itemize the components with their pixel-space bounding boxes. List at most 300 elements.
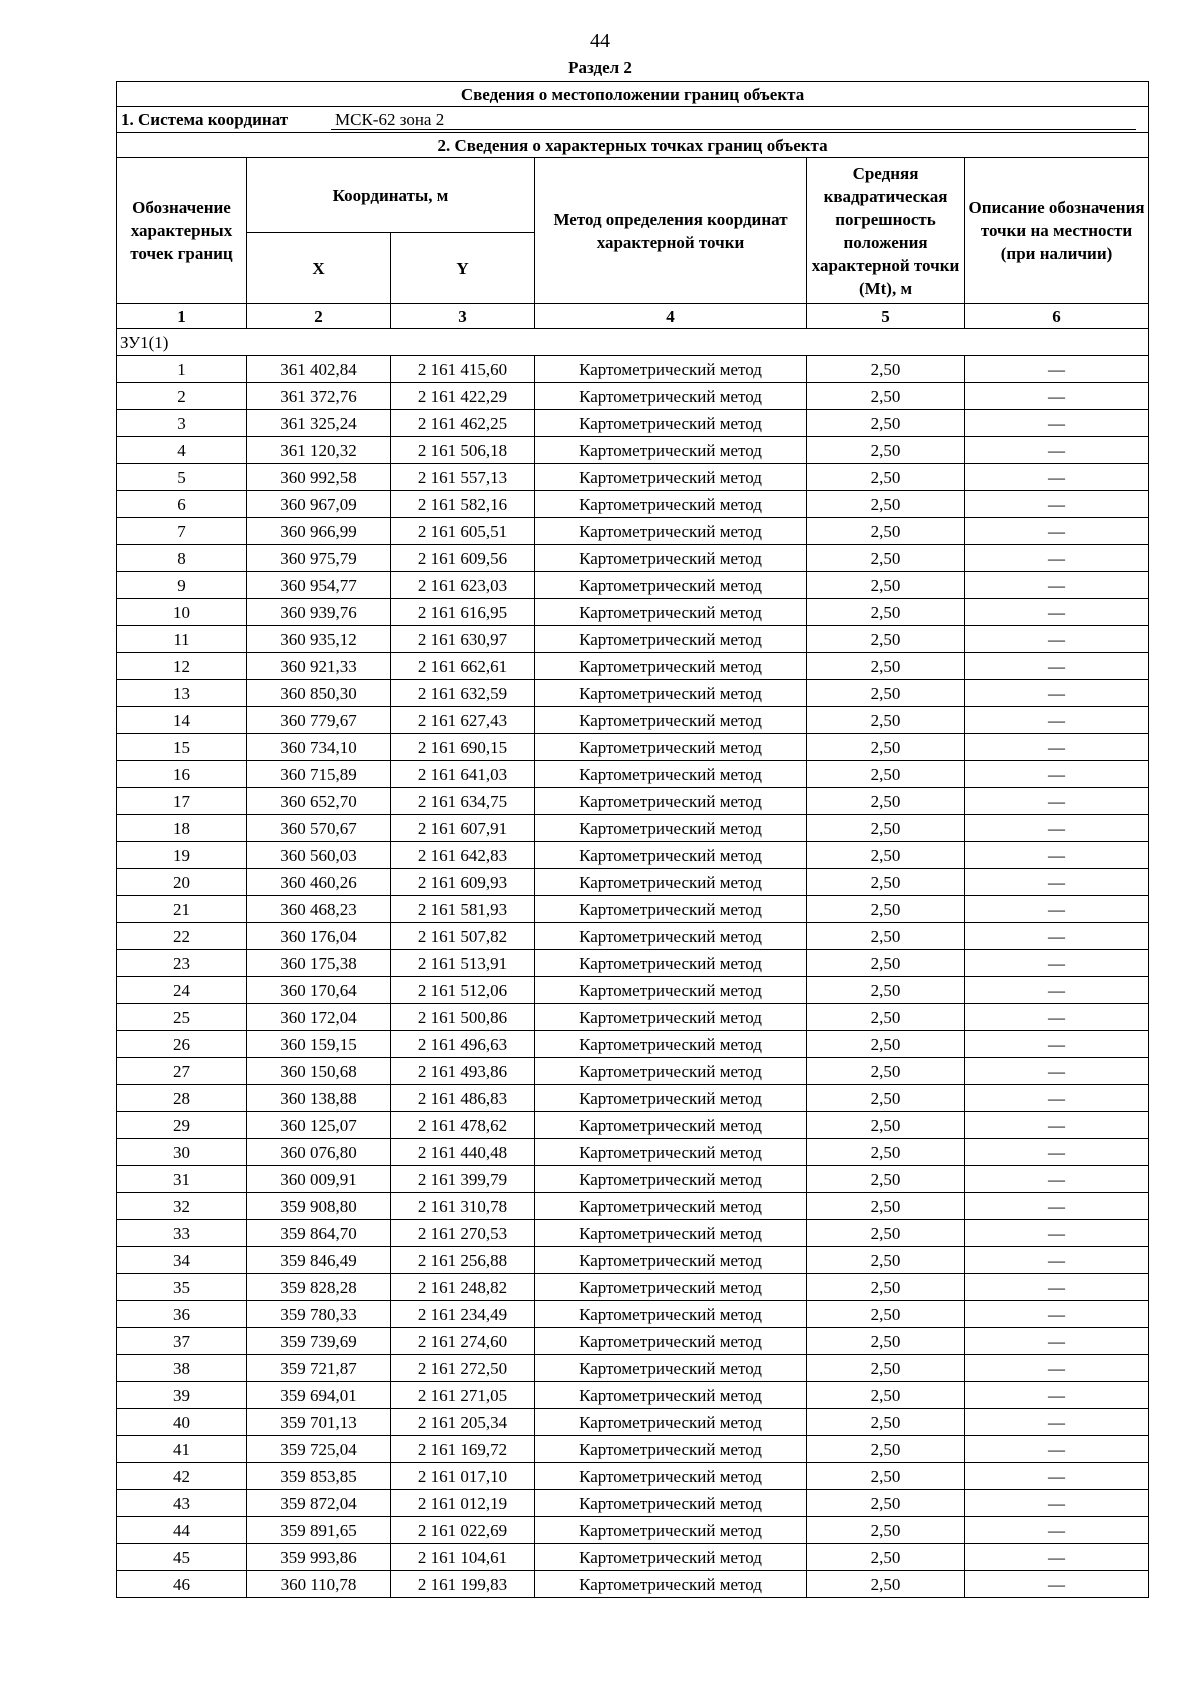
table-row bbox=[117, 1058, 1149, 1085]
point-number: 4 bbox=[117, 437, 247, 464]
coord-x: 359 891,65 bbox=[247, 1517, 391, 1544]
coord-x: 360 939,76 bbox=[247, 599, 391, 626]
coord-y: 2 161 274,60 bbox=[391, 1328, 535, 1355]
coord-x: 360 076,80 bbox=[247, 1139, 391, 1166]
coord-y: 2 161 607,91 bbox=[391, 815, 535, 842]
method: Картометрический метод bbox=[535, 923, 807, 950]
method: Картометрический метод bbox=[535, 734, 807, 761]
method: Картометрический метод bbox=[535, 761, 807, 788]
method: Картометрический метод bbox=[535, 1274, 807, 1301]
description: — bbox=[965, 1112, 1149, 1139]
method: Картометрический метод bbox=[535, 869, 807, 896]
table-row bbox=[117, 734, 1149, 761]
error-value: 2,50 bbox=[807, 1490, 965, 1517]
description: — bbox=[965, 1571, 1149, 1598]
error-value: 2,50 bbox=[807, 1328, 965, 1355]
method: Картометрический метод bbox=[535, 1004, 807, 1031]
method: Картометрический метод bbox=[535, 1166, 807, 1193]
header-description: Описание обозначения точки на местности (при наличии) bbox=[965, 158, 1149, 304]
coord-y: 2 161 630,97 bbox=[391, 626, 535, 653]
error-value: 2,50 bbox=[807, 653, 965, 680]
description: — bbox=[965, 1490, 1149, 1517]
point-number: 14 bbox=[117, 707, 247, 734]
error-value: 2,50 bbox=[807, 1004, 965, 1031]
table-row bbox=[117, 1139, 1149, 1166]
header-designation: Обозначение характерных точек границ bbox=[117, 158, 247, 304]
point-number: 45 bbox=[117, 1544, 247, 1571]
coord-x: 360 921,33 bbox=[247, 653, 391, 680]
parcel-row bbox=[117, 329, 1149, 356]
coord-y: 2 161 616,95 bbox=[391, 599, 535, 626]
coord-y: 2 161 642,83 bbox=[391, 842, 535, 869]
error-value: 2,50 bbox=[807, 869, 965, 896]
method: Картометрический метод bbox=[535, 545, 807, 572]
method: Картометрический метод bbox=[535, 1355, 807, 1382]
coord-y: 2 161 199,83 bbox=[391, 1571, 535, 1598]
description: — bbox=[965, 1409, 1149, 1436]
table-row bbox=[117, 1544, 1149, 1571]
coord-y: 2 161 500,86 bbox=[391, 1004, 535, 1031]
error-value: 2,50 bbox=[807, 734, 965, 761]
coord-y: 2 161 662,61 bbox=[391, 653, 535, 680]
error-value: 2,50 bbox=[807, 1193, 965, 1220]
column-number: 5 bbox=[807, 304, 965, 329]
error-value: 2,50 bbox=[807, 950, 965, 977]
table-row bbox=[117, 1274, 1149, 1301]
coord-y: 2 161 690,15 bbox=[391, 734, 535, 761]
description: — bbox=[965, 1355, 1149, 1382]
coord-y: 2 161 022,69 bbox=[391, 1517, 535, 1544]
coord-x: 359 872,04 bbox=[247, 1490, 391, 1517]
method: Картометрический метод bbox=[535, 842, 807, 869]
point-number: 31 bbox=[117, 1166, 247, 1193]
table-row bbox=[117, 1463, 1149, 1490]
coord-x: 360 560,03 bbox=[247, 842, 391, 869]
method: Картометрический метод bbox=[535, 977, 807, 1004]
table-row bbox=[117, 923, 1149, 950]
description: — bbox=[965, 572, 1149, 599]
method: Картометрический метод bbox=[535, 680, 807, 707]
method: Картометрический метод bbox=[535, 1085, 807, 1112]
table-row bbox=[117, 1355, 1149, 1382]
table-row bbox=[117, 1328, 1149, 1355]
description: — bbox=[965, 788, 1149, 815]
coord-system-row bbox=[117, 107, 1149, 133]
description: — bbox=[965, 1301, 1149, 1328]
point-number: 30 bbox=[117, 1139, 247, 1166]
point-number: 25 bbox=[117, 1004, 247, 1031]
error-value: 2,50 bbox=[807, 383, 965, 410]
point-number: 40 bbox=[117, 1409, 247, 1436]
error-value: 2,50 bbox=[807, 437, 965, 464]
method: Картометрический метод bbox=[535, 572, 807, 599]
description: — bbox=[965, 356, 1149, 383]
method: Картометрический метод bbox=[535, 1247, 807, 1274]
method: Картометрический метод bbox=[535, 1571, 807, 1598]
coord-x: 360 172,04 bbox=[247, 1004, 391, 1031]
point-number: 33 bbox=[117, 1220, 247, 1247]
point-number: 35 bbox=[117, 1274, 247, 1301]
table-row bbox=[117, 383, 1149, 410]
coord-x: 360 967,09 bbox=[247, 491, 391, 518]
method: Картометрический метод bbox=[535, 1058, 807, 1085]
description: — bbox=[965, 545, 1149, 572]
error-value: 2,50 bbox=[807, 518, 965, 545]
coord-y: 2 161 634,75 bbox=[391, 788, 535, 815]
header-x: X bbox=[247, 233, 391, 304]
point-number: 11 bbox=[117, 626, 247, 653]
point-number: 7 bbox=[117, 518, 247, 545]
description: — bbox=[965, 464, 1149, 491]
coord-x: 359 721,87 bbox=[247, 1355, 391, 1382]
table-row bbox=[117, 1004, 1149, 1031]
coord-y: 2 161 012,19 bbox=[391, 1490, 535, 1517]
description: — bbox=[965, 1166, 1149, 1193]
error-value: 2,50 bbox=[807, 680, 965, 707]
coord-y: 2 161 582,16 bbox=[391, 491, 535, 518]
table-row bbox=[117, 1247, 1149, 1274]
table-row bbox=[117, 815, 1149, 842]
coord-y: 2 161 609,56 bbox=[391, 545, 535, 572]
coord-y: 2 161 248,82 bbox=[391, 1274, 535, 1301]
error-value: 2,50 bbox=[807, 599, 965, 626]
coord-y: 2 161 415,60 bbox=[391, 356, 535, 383]
coord-y: 2 161 462,25 bbox=[391, 410, 535, 437]
error-value: 2,50 bbox=[807, 410, 965, 437]
error-value: 2,50 bbox=[807, 1355, 965, 1382]
table-row bbox=[117, 761, 1149, 788]
header-error: Средняя квадратическая погрешность положения характерной точки (Mt), м bbox=[807, 158, 965, 304]
description: — bbox=[965, 1085, 1149, 1112]
coord-y: 2 161 310,78 bbox=[391, 1193, 535, 1220]
description: — bbox=[965, 437, 1149, 464]
coord-x: 360 175,38 bbox=[247, 950, 391, 977]
coord-y: 2 161 632,59 bbox=[391, 680, 535, 707]
table-row bbox=[117, 1382, 1149, 1409]
coord-system-value: МСК-62 зона 2 bbox=[331, 110, 1136, 130]
table-row bbox=[117, 464, 1149, 491]
error-value: 2,50 bbox=[807, 1112, 965, 1139]
description: — bbox=[965, 1436, 1149, 1463]
coord-y: 2 161 557,13 bbox=[391, 464, 535, 491]
point-number: 26 bbox=[117, 1031, 247, 1058]
point-number: 36 bbox=[117, 1301, 247, 1328]
error-value: 2,50 bbox=[807, 572, 965, 599]
point-number: 23 bbox=[117, 950, 247, 977]
error-value: 2,50 bbox=[807, 842, 965, 869]
coord-y: 2 161 493,86 bbox=[391, 1058, 535, 1085]
header-y: Y bbox=[391, 233, 535, 304]
table-title: Сведения о местоположении границ объекта bbox=[117, 82, 1149, 107]
description: — bbox=[965, 599, 1149, 626]
error-value: 2,50 bbox=[807, 761, 965, 788]
point-number: 13 bbox=[117, 680, 247, 707]
error-value: 2,50 bbox=[807, 1544, 965, 1571]
coord-y: 2 161 234,49 bbox=[391, 1301, 535, 1328]
table-row bbox=[117, 437, 1149, 464]
method: Картометрический метод bbox=[535, 1031, 807, 1058]
point-number: 39 bbox=[117, 1382, 247, 1409]
method: Картометрический метод bbox=[535, 356, 807, 383]
coord-x: 359 853,85 bbox=[247, 1463, 391, 1490]
coord-y: 2 161 609,93 bbox=[391, 869, 535, 896]
error-value: 2,50 bbox=[807, 356, 965, 383]
point-number: 32 bbox=[117, 1193, 247, 1220]
description: — bbox=[965, 1247, 1149, 1274]
coord-y: 2 161 478,62 bbox=[391, 1112, 535, 1139]
description: — bbox=[965, 869, 1149, 896]
table-row bbox=[117, 1031, 1149, 1058]
table-row bbox=[117, 1166, 1149, 1193]
method: Картометрический метод bbox=[535, 1301, 807, 1328]
method: Картометрический метод bbox=[535, 518, 807, 545]
coord-x: 360 715,89 bbox=[247, 761, 391, 788]
description: — bbox=[965, 1463, 1149, 1490]
coord-x: 360 975,79 bbox=[247, 545, 391, 572]
table-row bbox=[117, 599, 1149, 626]
point-number: 19 bbox=[117, 842, 247, 869]
table-row bbox=[117, 545, 1149, 572]
description: — bbox=[965, 977, 1149, 1004]
coord-system-label: 1. Система координат bbox=[121, 110, 289, 129]
error-value: 2,50 bbox=[807, 1409, 965, 1436]
method: Картометрический метод bbox=[535, 1220, 807, 1247]
coord-x: 360 150,68 bbox=[247, 1058, 391, 1085]
error-value: 2,50 bbox=[807, 788, 965, 815]
coord-x: 360 570,67 bbox=[247, 815, 391, 842]
coord-y: 2 161 271,05 bbox=[391, 1382, 535, 1409]
point-number: 18 bbox=[117, 815, 247, 842]
error-value: 2,50 bbox=[807, 1382, 965, 1409]
table-row bbox=[117, 410, 1149, 437]
coord-x: 360 652,70 bbox=[247, 788, 391, 815]
coord-x: 361 325,24 bbox=[247, 410, 391, 437]
method: Картометрический метод bbox=[535, 1139, 807, 1166]
coord-x: 359 725,04 bbox=[247, 1436, 391, 1463]
coord-y: 2 161 506,18 bbox=[391, 437, 535, 464]
method: Картометрический метод bbox=[535, 815, 807, 842]
description: — bbox=[965, 896, 1149, 923]
coord-x: 359 701,13 bbox=[247, 1409, 391, 1436]
method: Картометрический метод bbox=[535, 1544, 807, 1571]
point-number: 44 bbox=[117, 1517, 247, 1544]
coord-x: 359 739,69 bbox=[247, 1328, 391, 1355]
point-number: 1 bbox=[117, 356, 247, 383]
table-row bbox=[117, 869, 1149, 896]
coord-x: 360 159,15 bbox=[247, 1031, 391, 1058]
method: Картометрический метод bbox=[535, 653, 807, 680]
error-value: 2,50 bbox=[807, 707, 965, 734]
method: Картометрический метод bbox=[535, 1490, 807, 1517]
table-row bbox=[117, 572, 1149, 599]
error-value: 2,50 bbox=[807, 464, 965, 491]
header-coordinates: Координаты, м bbox=[247, 158, 535, 233]
description: — bbox=[965, 491, 1149, 518]
method: Картометрический метод bbox=[535, 491, 807, 518]
method: Картометрический метод bbox=[535, 383, 807, 410]
error-value: 2,50 bbox=[807, 896, 965, 923]
error-value: 2,50 bbox=[807, 1436, 965, 1463]
error-value: 2,50 bbox=[807, 1220, 965, 1247]
coord-x: 360 966,99 bbox=[247, 518, 391, 545]
column-number: 6 bbox=[965, 304, 1149, 329]
coord-y: 2 161 422,29 bbox=[391, 383, 535, 410]
table-row bbox=[117, 788, 1149, 815]
point-number: 12 bbox=[117, 653, 247, 680]
coord-x: 360 125,07 bbox=[247, 1112, 391, 1139]
method: Картометрический метод bbox=[535, 1436, 807, 1463]
error-value: 2,50 bbox=[807, 1517, 965, 1544]
coord-x: 360 460,26 bbox=[247, 869, 391, 896]
coord-y: 2 161 486,83 bbox=[391, 1085, 535, 1112]
description: — bbox=[965, 1058, 1149, 1085]
coord-x: 361 372,76 bbox=[247, 383, 391, 410]
description: — bbox=[965, 950, 1149, 977]
point-number: 24 bbox=[117, 977, 247, 1004]
method: Картометрический метод bbox=[535, 599, 807, 626]
description: — bbox=[965, 842, 1149, 869]
method: Картометрический метод bbox=[535, 437, 807, 464]
table-row bbox=[117, 626, 1149, 653]
coord-x: 359 846,49 bbox=[247, 1247, 391, 1274]
table-row bbox=[117, 1490, 1149, 1517]
coord-y: 2 161 104,61 bbox=[391, 1544, 535, 1571]
point-number: 9 bbox=[117, 572, 247, 599]
table-row bbox=[117, 707, 1149, 734]
method: Картометрический метод bbox=[535, 1382, 807, 1409]
error-value: 2,50 bbox=[807, 1301, 965, 1328]
coord-x: 360 009,91 bbox=[247, 1166, 391, 1193]
coord-x: 360 138,88 bbox=[247, 1085, 391, 1112]
point-number: 34 bbox=[117, 1247, 247, 1274]
description: — bbox=[965, 383, 1149, 410]
coord-y: 2 161 017,10 bbox=[391, 1463, 535, 1490]
table-row bbox=[117, 1301, 1149, 1328]
coord-y: 2 161 399,79 bbox=[391, 1166, 535, 1193]
table-row bbox=[117, 356, 1149, 383]
error-value: 2,50 bbox=[807, 626, 965, 653]
coord-x: 360 992,58 bbox=[247, 464, 391, 491]
error-value: 2,50 bbox=[807, 491, 965, 518]
table-row bbox=[117, 1517, 1149, 1544]
coord-y: 2 161 627,43 bbox=[391, 707, 535, 734]
method: Картометрический метод bbox=[535, 1328, 807, 1355]
point-number: 16 bbox=[117, 761, 247, 788]
error-value: 2,50 bbox=[807, 1571, 965, 1598]
table-row bbox=[117, 1436, 1149, 1463]
method: Картометрический метод bbox=[535, 1517, 807, 1544]
coord-x: 359 694,01 bbox=[247, 1382, 391, 1409]
coord-x: 360 176,04 bbox=[247, 923, 391, 950]
coord-y: 2 161 169,72 bbox=[391, 1436, 535, 1463]
table-row bbox=[117, 1112, 1149, 1139]
method: Картометрический метод bbox=[535, 788, 807, 815]
coord-x: 360 110,78 bbox=[247, 1571, 391, 1598]
page-number: 44 bbox=[590, 30, 610, 52]
coord-y: 2 161 605,51 bbox=[391, 518, 535, 545]
coord-y: 2 161 623,03 bbox=[391, 572, 535, 599]
table-row bbox=[117, 896, 1149, 923]
coord-x: 359 993,86 bbox=[247, 1544, 391, 1571]
table-row bbox=[117, 653, 1149, 680]
method: Картометрический метод bbox=[535, 1112, 807, 1139]
coord-x: 359 780,33 bbox=[247, 1301, 391, 1328]
description: — bbox=[965, 1004, 1149, 1031]
point-number: 27 bbox=[117, 1058, 247, 1085]
point-number: 43 bbox=[117, 1490, 247, 1517]
column-number: 4 bbox=[535, 304, 807, 329]
coord-x: 361 402,84 bbox=[247, 356, 391, 383]
coord-y: 2 161 205,34 bbox=[391, 1409, 535, 1436]
description: — bbox=[965, 1517, 1149, 1544]
description: — bbox=[965, 680, 1149, 707]
point-number: 15 bbox=[117, 734, 247, 761]
column-number: 2 bbox=[247, 304, 391, 329]
header-method: Метод определения координат характерной точки bbox=[535, 158, 807, 304]
table-row bbox=[117, 1193, 1149, 1220]
table-row bbox=[117, 1220, 1149, 1247]
point-number: 8 bbox=[117, 545, 247, 572]
point-number: 6 bbox=[117, 491, 247, 518]
error-value: 2,50 bbox=[807, 977, 965, 1004]
description: — bbox=[965, 1328, 1149, 1355]
point-number: 21 bbox=[117, 896, 247, 923]
coord-x: 359 828,28 bbox=[247, 1274, 391, 1301]
description: — bbox=[965, 1139, 1149, 1166]
error-value: 2,50 bbox=[807, 1463, 965, 1490]
table-row bbox=[117, 491, 1149, 518]
column-numbers-row bbox=[117, 304, 1149, 329]
coord-y: 2 161 512,06 bbox=[391, 977, 535, 1004]
point-number: 17 bbox=[117, 788, 247, 815]
description: — bbox=[965, 923, 1149, 950]
coord-y: 2 161 440,48 bbox=[391, 1139, 535, 1166]
coord-x: 360 734,10 bbox=[247, 734, 391, 761]
point-number: 41 bbox=[117, 1436, 247, 1463]
error-value: 2,50 bbox=[807, 545, 965, 572]
section-title: Раздел 2 bbox=[568, 58, 632, 77]
point-number: 5 bbox=[117, 464, 247, 491]
coord-x: 359 864,70 bbox=[247, 1220, 391, 1247]
table-row bbox=[117, 950, 1149, 977]
points-title: 2. Сведения о характерных точках границ объекта bbox=[117, 133, 1149, 158]
coord-x: 360 954,77 bbox=[247, 572, 391, 599]
parcel-label: ЗУ1(1) bbox=[117, 329, 1149, 356]
table-row bbox=[117, 977, 1149, 1004]
table-row bbox=[117, 1085, 1149, 1112]
coord-x: 360 850,30 bbox=[247, 680, 391, 707]
column-number: 1 bbox=[117, 304, 247, 329]
description: — bbox=[965, 653, 1149, 680]
point-number: 37 bbox=[117, 1328, 247, 1355]
point-number: 20 bbox=[117, 869, 247, 896]
description: — bbox=[965, 761, 1149, 788]
coord-y: 2 161 641,03 bbox=[391, 761, 535, 788]
method: Картометрический метод bbox=[535, 1193, 807, 1220]
error-value: 2,50 bbox=[807, 1166, 965, 1193]
description: — bbox=[965, 1193, 1149, 1220]
boundary-points-table bbox=[116, 81, 1149, 1598]
coord-x: 360 170,64 bbox=[247, 977, 391, 1004]
coord-y: 2 161 496,63 bbox=[391, 1031, 535, 1058]
point-number: 2 bbox=[117, 383, 247, 410]
description: — bbox=[965, 707, 1149, 734]
coord-x: 360 935,12 bbox=[247, 626, 391, 653]
description: — bbox=[965, 1544, 1149, 1571]
method: Картометрический метод bbox=[535, 626, 807, 653]
point-number: 28 bbox=[117, 1085, 247, 1112]
point-number: 29 bbox=[117, 1112, 247, 1139]
